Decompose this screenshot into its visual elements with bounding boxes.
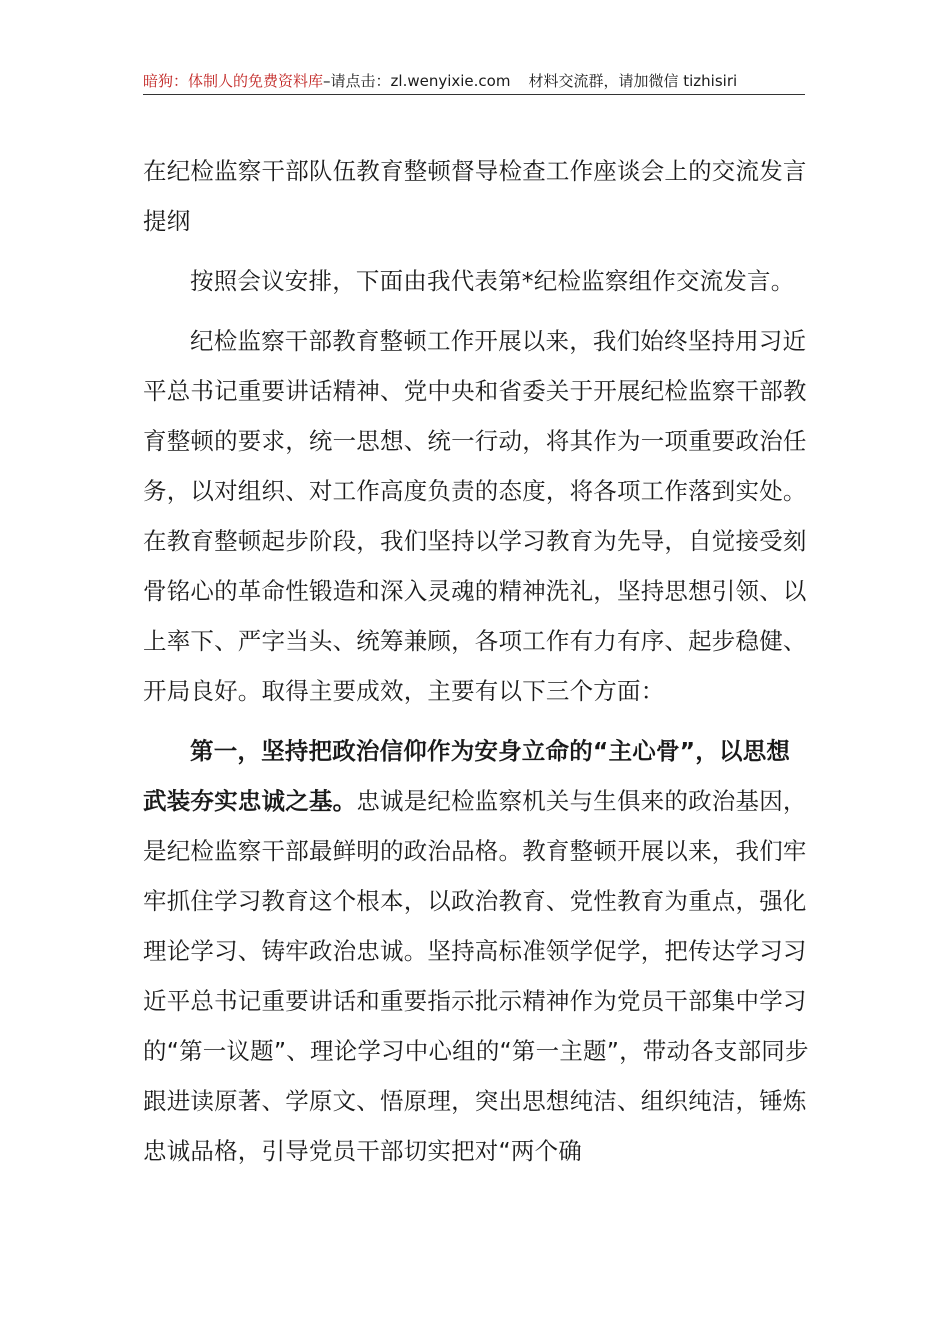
header-link-prefix: –请点击：	[323, 72, 391, 90]
paragraph-3	[143, 726, 813, 1176]
header-link[interactable]: zl.wenyixie.com	[390, 72, 511, 90]
paragraph-3-heading: 第一，坚持把政治信仰作为安身立命的“主心骨”，以思想武装夯实忠诚之基。	[143, 737, 791, 815]
paragraph-2: 纪检监察干部教育整顿工作开展以来，我们始终坚持用习近平总书记重要讲话精神、党中央和省委关于开展纪检监察干部教育整顿的要求，统一思想、统一行动，将其作为一项重要政治任务，以对组织、对工作高度负责的态度，将各项工作落到实处。在教育整顿起步阶段，我们坚持以学习教育为先导，自觉接受刻骨铭心的革命性锻造和深入灵魂的精神洗礼，坚持思想引领、以上率下、严字当头、统筹兼顾，各项工作有力有序、起步稳健、开局良好。取得主要成效，主要有以下三个方面：	[143, 327, 807, 705]
page-header	[143, 68, 805, 95]
document-title: 在纪检监察干部队伍教育整顿督导检查工作座谈会上的交流发言提纲	[143, 157, 807, 235]
document-body	[143, 146, 813, 1186]
paragraph-1: 按照会议安排，下面由我代表第*纪检监察组作交流发言。	[190, 267, 795, 295]
paragraph-3-body: 忠诚是纪检监察机关与生俱来的政治基因，是纪检监察干部最鲜明的政治品格。教育整顿开展以来，我们牢牢抓住学习教育这个根本，以政治教育、党性教育为重点，强化理论学习、铸牢政治忠诚。坚持高标准领学促学，把传达学习习近平总书记重要讲话和重要指示批示精神作为党员干部集中学习的“第一议题”、理论学习中心组的“第一主题”，带动各支部同步跟进读原著、学原文、悟原理，突出思想纯洁、组织纯洁，锤炼忠诚品格，引导党员干部切实把对“两个确	[143, 787, 809, 1165]
header-brand: 暗狗：体制人的免费资料库	[143, 72, 324, 90]
header-wechat: 材料交流群，请加微信 tizhisiri	[528, 72, 738, 90]
